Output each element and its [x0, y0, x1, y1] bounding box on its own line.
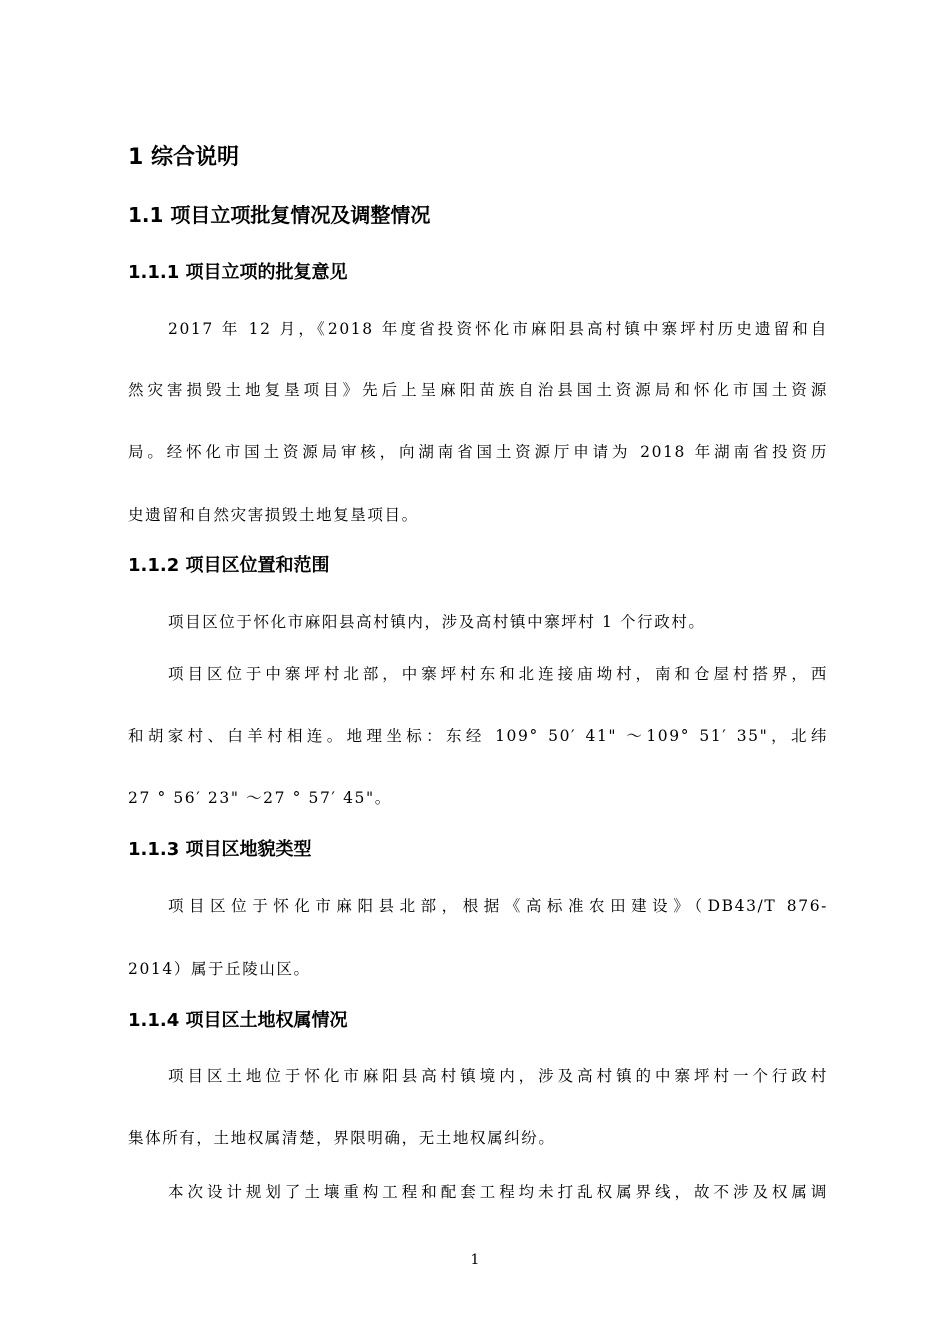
- paragraph-line: 集体所有，土地权属清楚，界限明确，无土地权属纠纷。: [128, 1129, 556, 1147]
- subsection-heading-1-1-4: 1.1.4 项目区土地权属情况: [128, 1010, 348, 1031]
- paragraph-line: 局。经怀化市国土资源局审核，向湖南省国土资源厅申请为 2018 年湖南省投资历: [128, 443, 828, 461]
- subsection-heading-1-1-2: 1.1.2 项目区位置和范围: [128, 555, 330, 576]
- paragraph-line: 然灾害损毁土地复垦项目》先后上呈麻阳苗族自治县国土资源局和怀化市国土资源: [128, 381, 828, 399]
- paragraph-line: 27 ° 56′ 23" ～27 ° 57′ 45"。: [128, 789, 392, 807]
- paragraph-line: 本次设计规划了土壤重构工程和配套工程均未打乱权属界线，故不涉及权属调: [168, 1183, 828, 1201]
- subsection-heading-1-1-1: 1.1.1 项目立项的批复意见: [128, 262, 348, 283]
- paragraph-line: 项目区位于中寨坪村北部，中寨坪村东和北连接庙坳村，南和仓屋村搭界，西: [168, 665, 828, 683]
- chapter-title: 1 综合说明: [128, 145, 239, 170]
- paragraph-line: 项目区位于怀化市麻阳县北部，根据《高标准农田建设》（DB43/T 876-: [168, 897, 828, 915]
- paragraph-line: 2017 年 12 月，《2018 年度省投资怀化市麻阳县高村镇中寨坪村历史遗留和自: [168, 320, 828, 338]
- subsection-heading-1-1-3: 1.1.3 项目区地貌类型: [128, 839, 312, 860]
- paragraph-line: 史遗留和自然灾害损毁土地复垦项目。: [128, 506, 419, 524]
- paragraph-line: 和胡家村、白羊村相连。地理坐标：东经 109° 50′ 41" ～109° 51′ 35"，北纬: [128, 727, 828, 745]
- paragraph-line: 项目区位于怀化市麻阳县高村镇内，涉及高村镇中寨坪村 1 个行政村。: [168, 613, 706, 631]
- section-title: 1.1 项目立项批复情况及调整情况: [128, 203, 431, 227]
- paragraph-line: 2014）属于丘陵山区。: [128, 960, 311, 978]
- page-number: 1: [470, 1252, 480, 1268]
- paragraph-line: 项目区土地位于怀化市麻阳县高村镇境内，涉及高村镇的中寨坪村一个行政村: [168, 1067, 828, 1085]
